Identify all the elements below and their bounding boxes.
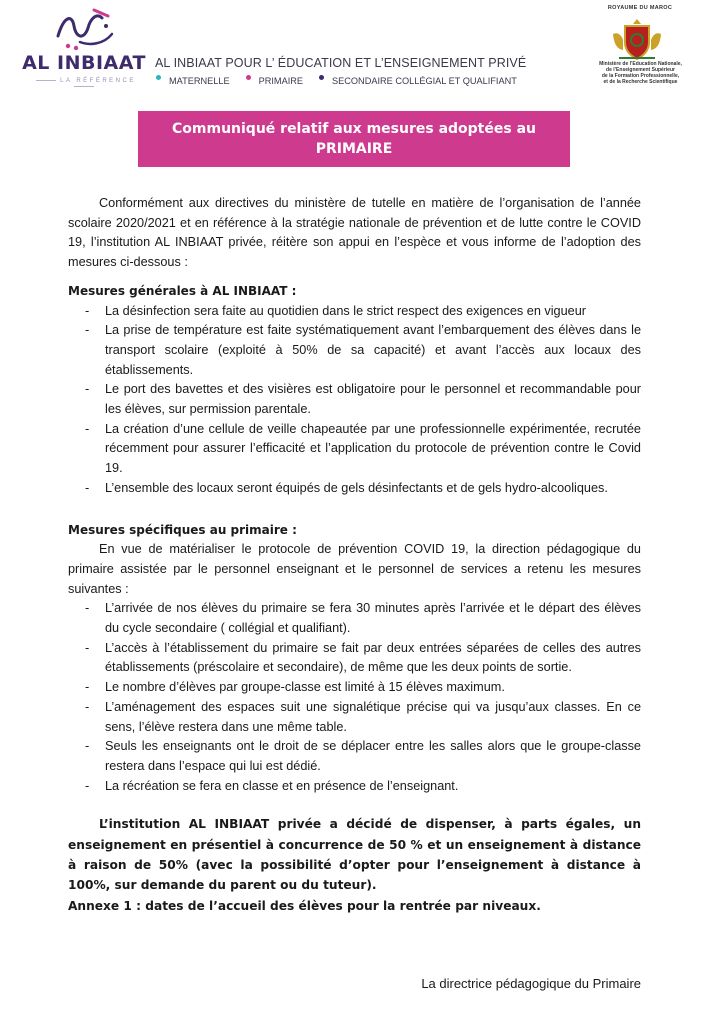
ministry-line: Ministère de l’Education Nationale, [599,61,682,67]
list-item: - Le nombre d’élèves par groupe-classe est limité à 15 élèves maximum. [105,678,641,698]
list-item: - L’accès à l’établissement du primaire se fait par deux entrées séparées de celles des autres établissements (préscolaire et secondaire), de même que les deux points de sortie. [105,639,641,678]
ministry-label [583,61,698,85]
level-dot-primaire [246,75,251,80]
list-item: - La création d’une cellule de veille chapeautée par une professionnelle expérimentée, recrutée récemment pour assurer l’efficacité et l’application du protocole de prévention contre le Covid 19. [105,420,641,479]
list-item: - L’aménagement des espaces suit une signalétique précise qui va jusqu’aux classes. En ce sens, l’élève restera dans une même table. [105,698,641,737]
list-item: - La récréation se fera en classe et en présence de l’enseignant. [105,777,641,797]
list-item: - La prise de température est faite systématiquement avant l’embarquement des élèves dans le transport scolaire (exploité à 50% de sa capacité) et avant l’accès aux locaux des établissements. [105,321,641,380]
signature-line: La directrice pédagogique du Primaire [421,976,641,991]
communique-banner [138,111,570,167]
level-maternelle: MATERNELLE [169,76,230,86]
institution-title: AL INBIAAT POUR L’ ÉDUCATION ET L’ENSEIGNEMENT PRIVÉ [155,56,527,70]
al-inbiaat-logo-mark [50,6,120,52]
ministry-line: de l’Enseignement Supérieur [606,67,675,73]
logo-name: AL INBIAAT [22,52,146,74]
closing-paragraph: L’institution AL INBIAAT privée a décidé de dispenser, à parts égales, un enseignement en présentiel à concurrence de 50 % et un enseignement à distance à raison de 50% (avec la possibilité d’opter pour l’enseignement à distance à 100%, sur demande du parent ou du tuteur). [68,817,641,893]
list-item: - Seuls les enseignants ont le droit de se déplacer entre les salles alors que le groupe-classe restera dans l’espace qui lui est dédié. [105,737,641,776]
intro-paragraph: Conformément aux directives du ministère de tutelle en matière de l’organisation de l’année scolaire 2020/2021 et en référence à la stratégie nationale de prévention et de lutte contre le COVID 19, l’institution AL INBIAAT privée, réitère son appui en l’espèce et vous informe de l’adoption des mesures ci-dessous : [68,196,641,270]
ministry-line: et de la Recherche Scientifique [603,79,678,85]
specific-measures-heading: Mesures spécifiques au primaire : [68,522,297,537]
document-body [68,194,641,916]
list-item: - L’ensemble des locaux seront équipés de gels désinfectants et de gels hydro-alcooliques. [105,479,641,499]
specific-measures-list [68,599,641,796]
ministry-line: de la Formation Professionnelle, [601,73,680,79]
list-item: - Le port des bavettes et des visières est obligatoire pour le personnel et recommandable pour les élèves, sur permission parentale. [105,380,641,419]
level-dot-maternelle [156,75,161,80]
banner-line-2: PRIMAIRE [315,141,393,157]
levels-line [152,75,517,86]
level-dot-secondaire [319,75,324,80]
level-primaire: PRIMAIRE [258,76,304,86]
banner-line-1: Communiqué relatif aux mesures adoptées au [172,121,536,137]
coat-of-arms-icon [611,16,663,62]
general-measures-heading: Mesures générales à AL INBIAAT : [68,283,297,298]
list-item: - L’arrivée de nos élèves du primaire se fera 30 minutes après l’arrivée et le départ des élèves du cycle secondaire ( collégial et qualifiant). [105,599,641,638]
list-item: - La désinfection sera faite au quotidien dans le strict respect des exigences en vigueur [105,302,641,322]
logo-tagline: LA RÉFÉRENCE [20,78,148,90]
general-measures-list [68,302,641,499]
specific-intro-paragraph: En vue de matérialiser le protocole de prévention COVID 19, la direction pédagogique du primaire assistée par le personnel enseignant et le personnel de services a retenu les mesures suivantes : [68,542,641,596]
level-secondaire: SECONDAIRE COLLÉGIAL ET QUALIFIANT [332,76,517,86]
annex-line: Annexe 1 : dates de l’accueil des élèves pour la rentrée par niveaux. [68,898,541,913]
kingdom-label: ROYAUME DU MAROC [607,5,673,11]
